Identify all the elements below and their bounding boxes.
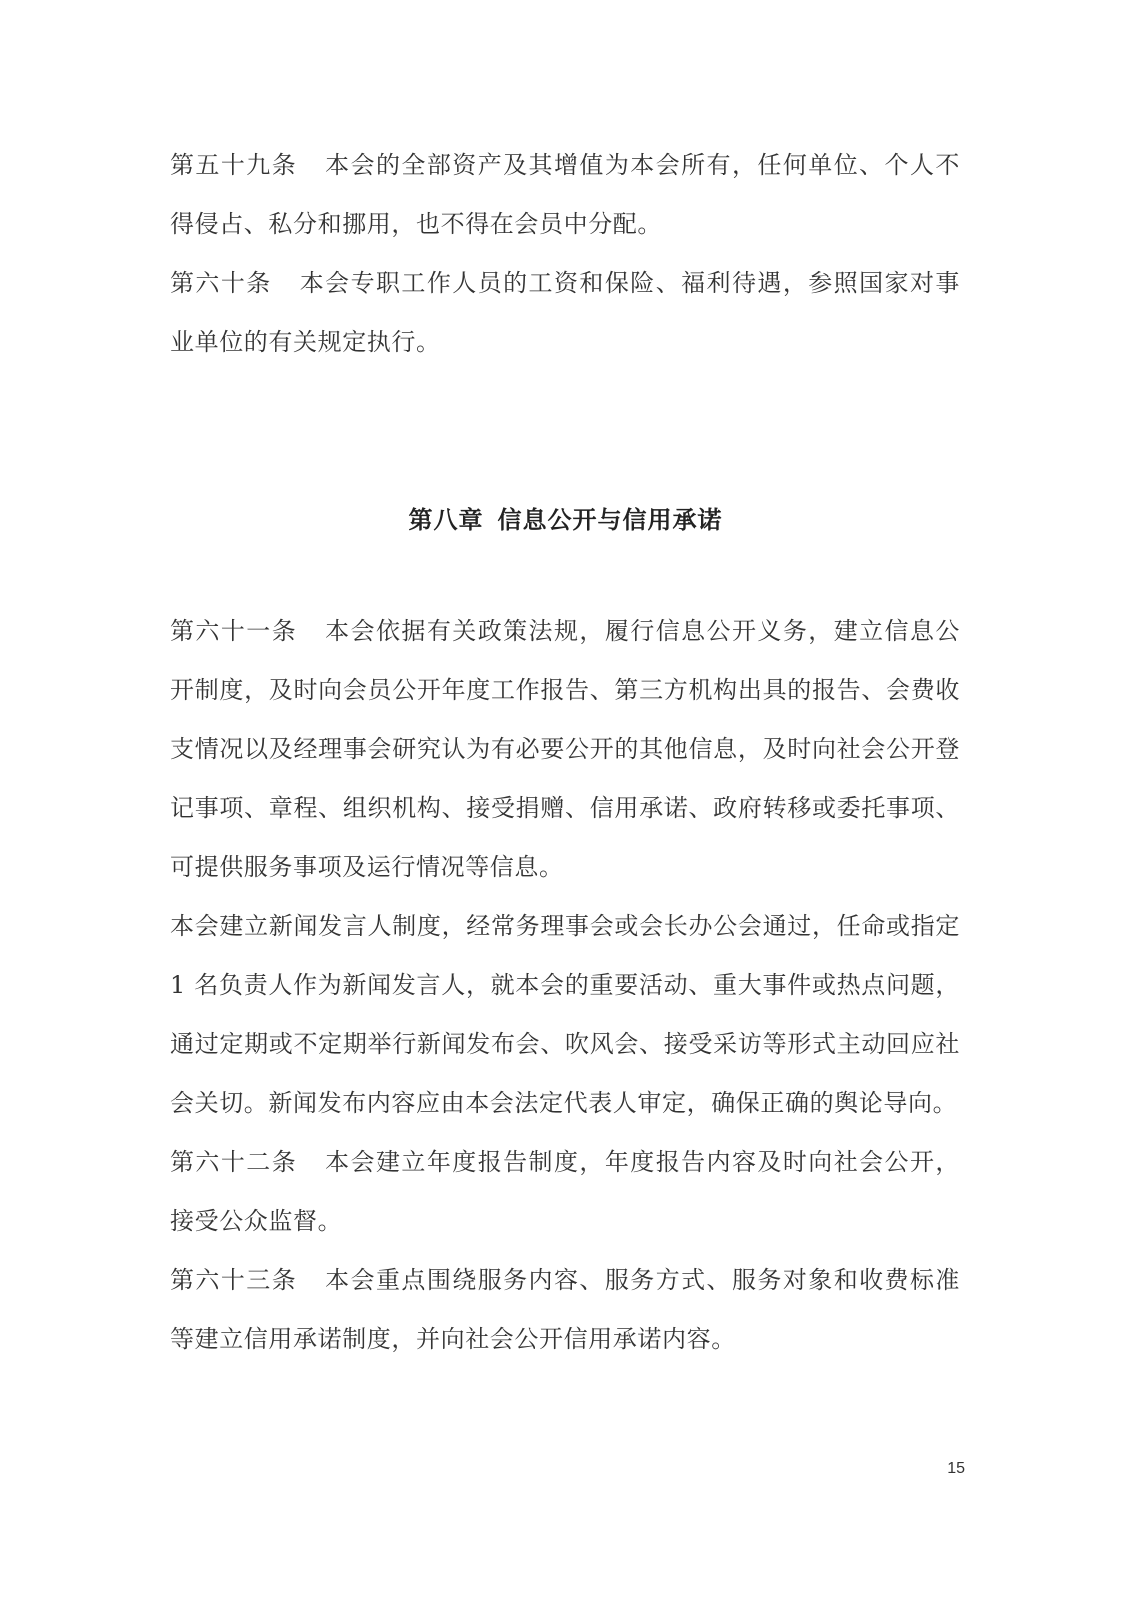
article-paragraph (170, 136, 960, 254)
article-text: 本会建立新闻发言人制度，经常务理事会或会长办公会通过，任命或指定 1 名负责人作为新闻发言人，就本会的重要活动、重大事件或热点问题，通过定期或不定期举行新闻发布会、吹风会、接受采访等形式主动回应社会关切。新闻发布内容应由本会法定代表人审定，确保正确的舆论导向。 (170, 912, 960, 1117)
article-text: 本会重点围绕服务内容、服务方式、服务对象和收费标准等建立信用承诺制度，并向社会公开信用承诺内容。 (170, 1266, 961, 1353)
page-number: 15 (947, 1460, 965, 1477)
chapter-label: 第八章 (408, 505, 484, 534)
article-paragraph (170, 254, 960, 372)
article-paragraph (170, 602, 960, 897)
article-number: 第五十九条 (170, 151, 298, 179)
article-number: 第六十三条 (170, 1266, 298, 1294)
chapter-heading (0, 500, 1131, 535)
article-paragraph (170, 897, 960, 1133)
article-number: 第六十一条 (170, 617, 298, 645)
article-number: 第六十二条 (170, 1148, 298, 1176)
article-text: 本会的全部资产及其增值为本会所有，任何单位、个人不得侵占、私分和挪用，也不得在会员中分配。 (170, 151, 961, 238)
top-articles (170, 136, 960, 372)
chapter-articles (170, 602, 960, 1369)
chapter-title-text: 信息公开与信用承诺 (497, 505, 723, 534)
article-text: 本会专职工作人员的工资和保险、福利待遇，参照国家对事业单位的有关规定执行。 (170, 269, 960, 356)
article-text: 本会建立年度报告制度，年度报告内容及时向社会公开，接受公众监督。 (170, 1148, 961, 1235)
article-text: 本会依据有关政策法规，履行信息公开义务，建立信息公开制度，及时向会员公开年度工作报告、第三方机构出具的报告、会费收支情况以及经理事会研究认为有必要公开的其他信息，及时向社会公开登记事项、章程、组织机构、接受捐赠、信用承诺、政府转移或委托事项、可提供服务事项及运行情况等信息。 (170, 617, 961, 881)
article-number: 第六十条 (170, 269, 272, 297)
article-paragraph (170, 1133, 960, 1251)
article-paragraph (170, 1251, 960, 1369)
